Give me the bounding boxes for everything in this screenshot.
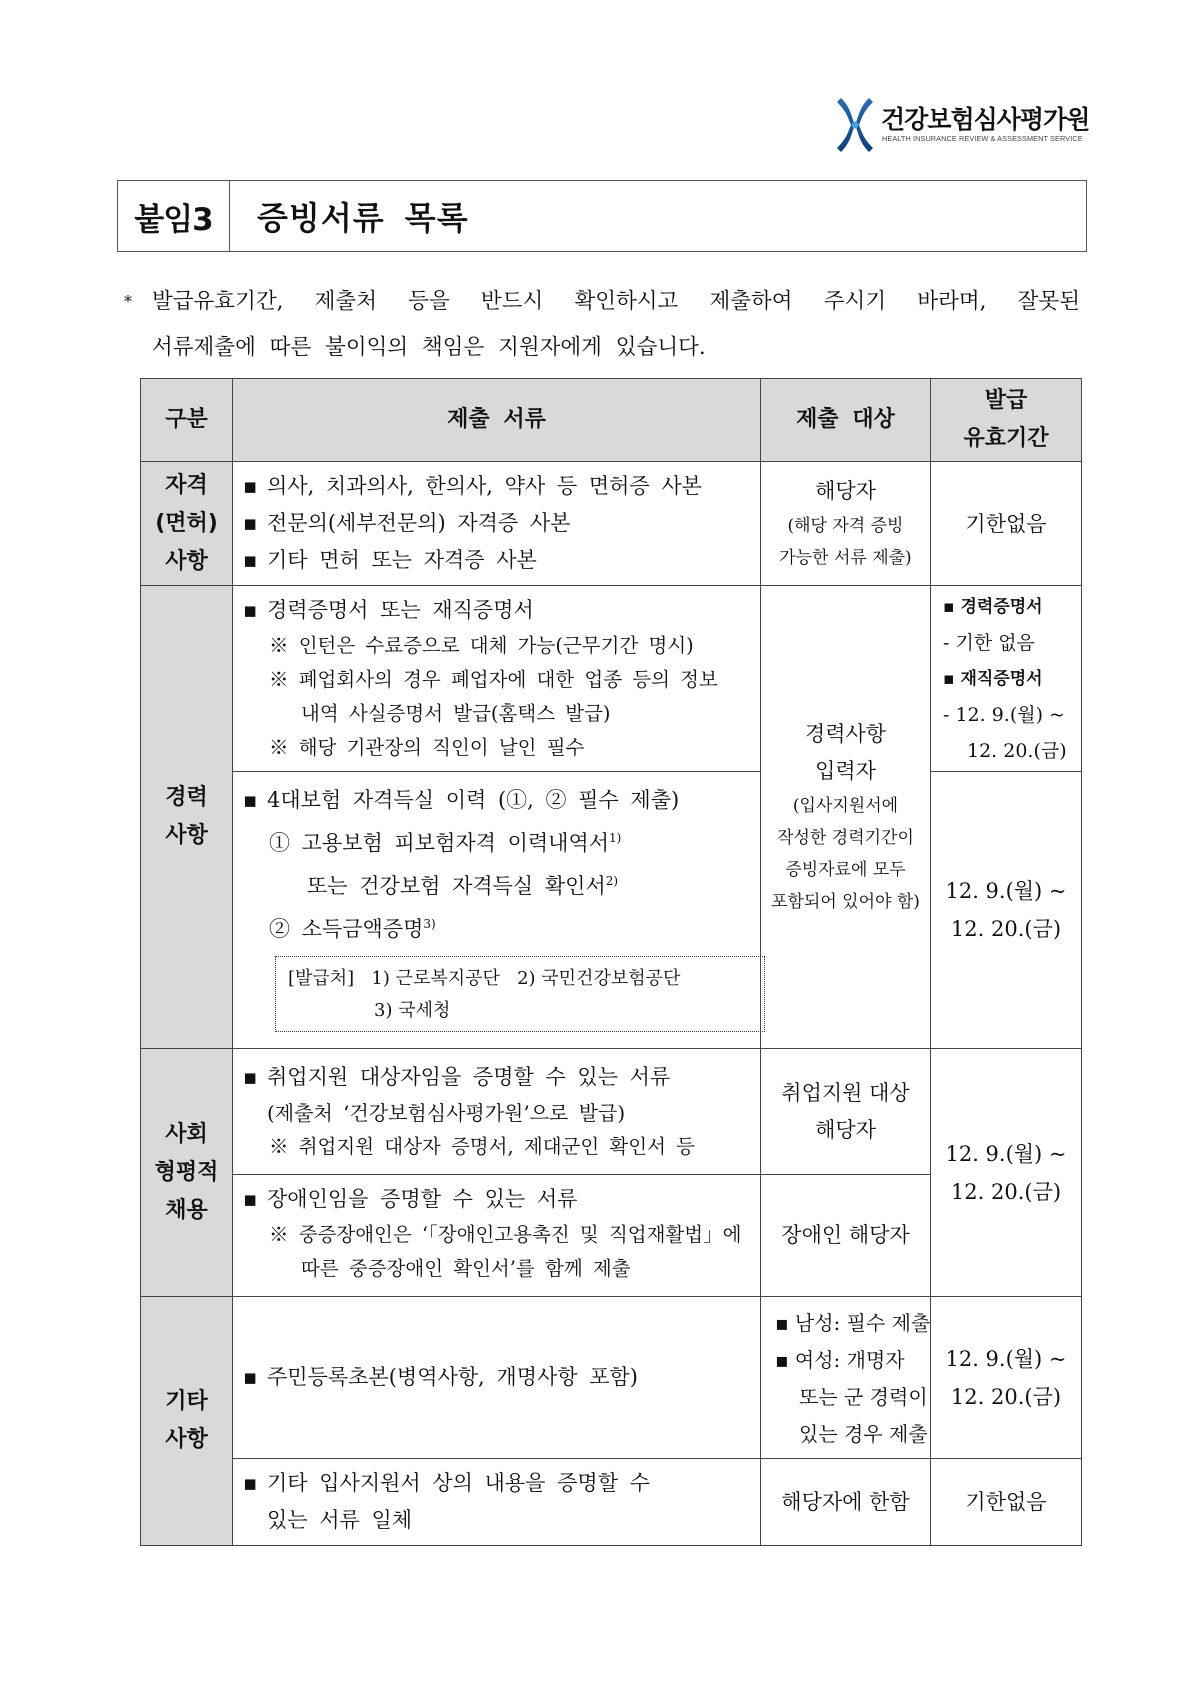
other-documents-2 <box>233 1459 761 1546</box>
list-item <box>243 1465 760 1502</box>
target-note: (입사지원서에 <box>792 796 899 816</box>
bullet-icon: ▪ <box>243 598 258 622</box>
note-line: ※ 중증장애인은 ‘「장애인고용촉진 및 직업재활법」에 <box>269 1223 742 1246</box>
target-line: 있는 경우 제출 <box>799 1422 928 1446</box>
list-item-text: 취업지원 대상자임을 증명할 수 있는 서류 <box>267 1065 671 1089</box>
documents-table <box>140 378 1082 1546</box>
hira-logo-icon <box>835 96 875 154</box>
issuer-label: [발급처] <box>288 968 355 989</box>
table-row-qualification <box>141 462 1082 586</box>
category-line: 기타 <box>165 1389 208 1414</box>
organization-name: 건강보험심사평가원 <box>881 105 1090 134</box>
note-line: ※ 인턴은 수료증으로 대체 가능(근무기간 명시) <box>269 634 694 657</box>
category-line: 경력 <box>165 785 208 810</box>
header-period-line: 유효기간 <box>963 426 1049 451</box>
target-note: 가능한 서류 제출) <box>779 548 912 568</box>
bullet-icon: ▪ <box>243 1365 258 1389</box>
career-target <box>761 586 931 1049</box>
qualification-documents <box>233 462 761 586</box>
notice-line-1 <box>152 278 1080 325</box>
category-line: 사항 <box>165 1427 208 1452</box>
target-text: 입력자 <box>815 759 876 783</box>
target-note: 포함되어 있어야 함) <box>771 892 920 912</box>
other-target-2: 해당자에 한함 <box>761 1459 931 1546</box>
sub-item-text: ② 소득금액증명 <box>269 917 424 941</box>
career-documents-1 <box>233 586 761 772</box>
list-item <box>243 505 760 542</box>
header-validity-period <box>931 379 1082 462</box>
list-item-text: 4대보험 자격득실 이력 (①, ② 필수 제출) <box>267 788 680 812</box>
category-other <box>141 1297 233 1546</box>
note-line: ※ 폐업회사의 경우 폐업자에 대한 업종 등의 정보 <box>269 668 718 691</box>
target-text: 해당자 <box>815 1117 876 1142</box>
note-line: ※ 취업지원 대상자 증명서, 제대군인 확인서 등 <box>269 1135 695 1158</box>
table-row-social-employment-support <box>141 1049 1082 1175</box>
sub-item <box>243 862 760 905</box>
list-item <box>243 1181 760 1218</box>
period-value: 12. 9.(월) ~ <box>945 879 1067 903</box>
notice-word: 반드시 <box>480 289 544 314</box>
notice-word: 발급유효기간, <box>152 289 284 314</box>
note-line: 따른 중증장애인 확인서’를 함께 제출 <box>301 1257 631 1280</box>
period-value: 12. 20.(금) <box>967 739 1067 762</box>
page-title: 증빙서류 목록 <box>257 199 469 237</box>
career-documents-2 <box>233 772 761 1049</box>
period-value: 12. 9.(월) ~ <box>945 1141 1067 1166</box>
notice-word: 바라며, <box>917 289 987 314</box>
period-value: 12. 20.(금) <box>950 1384 1062 1409</box>
note-line: 내역 사실증명서 발급(홈택스 발급) <box>301 702 611 725</box>
category-line: 사항 <box>165 548 208 574</box>
bullet-icon: ▪ <box>243 474 258 498</box>
notice-word: 주시기 <box>823 289 887 314</box>
category-line: 사회 <box>165 1121 208 1147</box>
notice-line-2: 서류제출에 따른 불이익의 책임은 지원자에게 있습니다. <box>152 335 706 360</box>
target-text: 해당자 <box>815 479 876 503</box>
bullet-icon: ▪ <box>243 548 258 572</box>
notice-word: 확인하시고 <box>574 289 679 314</box>
issuer-line: 3) 국세청 <box>374 1000 451 1021</box>
category-line: 채용 <box>165 1197 208 1223</box>
list-item <box>243 542 760 579</box>
bullet-icon: ▪ <box>243 1187 258 1211</box>
footnote-marker: 1) <box>609 831 622 845</box>
target-text: 경력사항 <box>804 722 887 746</box>
social-documents-2 <box>233 1175 761 1297</box>
list-item-text: 의사, 치과의사, 한의사, 약사 등 면허증 사본 <box>267 474 702 498</box>
notice-word: 잘못된 <box>1017 289 1080 314</box>
asterisk-marker: * <box>124 292 132 311</box>
list-item-text: 장애인임을 증명할 수 있는 서류 <box>267 1187 578 1211</box>
social-documents-1 <box>233 1049 761 1175</box>
sub-item <box>243 819 760 862</box>
target-line: 또는 군 경력이 <box>799 1385 928 1409</box>
target-text: 취업지원 대상 <box>781 1080 910 1105</box>
other-period-1 <box>931 1297 1082 1459</box>
qualification-target <box>761 462 931 586</box>
target-note: 증빙자료에 모두 <box>785 860 906 880</box>
header-target: 제출 대상 <box>761 379 931 462</box>
other-target-1 <box>761 1297 931 1459</box>
sub-item-text: 또는 건강보험 자격득실 확인서 <box>307 874 606 898</box>
other-period-2: 기한없음 <box>931 1459 1082 1546</box>
footnote-marker: 2) <box>605 874 619 888</box>
header-documents: 제출 서류 <box>233 379 761 462</box>
table-row-career-certificate <box>141 586 1082 772</box>
social-target-2: 장애인 해당자 <box>761 1175 931 1297</box>
table-row-other-misc <box>141 1459 1082 1546</box>
category-qualification <box>141 462 233 586</box>
career-period-2 <box>931 772 1082 1049</box>
organization-logo <box>835 96 1090 158</box>
note-line: (제출처 ‘건강보험심사평가원’으로 발급) <box>267 1101 626 1125</box>
bullet-icon: ▪ <box>243 1065 258 1089</box>
table-row-other-resident <box>141 1297 1082 1459</box>
bullet-icon: ▪ <box>243 1471 258 1495</box>
category-line: 사항 <box>165 823 208 848</box>
category-line: 형평적 <box>154 1159 219 1185</box>
list-item-text: 기타 면허 또는 자격증 사본 <box>267 548 537 572</box>
list-item <box>243 592 760 629</box>
social-target-1 <box>761 1049 931 1175</box>
period-value: 12. 9.(월) ~ <box>945 1346 1067 1371</box>
category-line: (면허) <box>155 510 218 536</box>
period-value: - 기한 없음 <box>943 631 1035 654</box>
sub-item-text: ① 고용보험 피보험자격 이력내역서 <box>269 831 610 855</box>
sub-item <box>243 905 760 948</box>
issuer-text: 1) 근로복지공단 2) 국민건강보험공단 <box>371 968 681 989</box>
attachment-label: 붙임3 <box>118 181 230 251</box>
issuer-line <box>288 963 764 995</box>
header-period-line: 발급 <box>984 388 1028 413</box>
period-label: ▪ 경력증명서 <box>943 596 1043 617</box>
social-period <box>931 1049 1082 1297</box>
qualification-period: 기한없음 <box>931 462 1082 586</box>
bullet-icon: ▪ <box>243 788 258 812</box>
notice-word: 제출하여 <box>709 289 793 314</box>
category-career <box>141 586 233 1049</box>
target-line: ▪ 남성: 필수 제출 <box>775 1311 931 1335</box>
target-note: 작성한 경력기간이 <box>777 828 914 848</box>
notice-word: 제출처 <box>314 289 377 314</box>
target-line: ▪ 여성: 개명자 <box>775 1348 905 1372</box>
organization-name-english: HEALTH INSURANCE REVIEW & ASSESSMENT SERVICE <box>882 134 1083 143</box>
list-item-text: 주민등록초본(병역사항, 개명사항 포함) <box>267 1365 638 1389</box>
period-value: - 12. 9.(월) ~ <box>943 703 1065 726</box>
note-line: ※ 해당 기관장의 직인이 날인 필수 <box>269 736 585 759</box>
period-value: 12. 20.(금) <box>950 1179 1062 1204</box>
other-documents-1 <box>233 1297 761 1459</box>
list-item <box>243 782 760 819</box>
category-social-equity <box>141 1049 233 1297</box>
category-line: 자격 <box>165 472 208 498</box>
table-row-career-insurance <box>141 772 1082 1049</box>
attachment-title-box <box>117 180 1087 252</box>
bullet-icon: ▪ <box>243 511 258 535</box>
list-item-text: 경력증명서 또는 재직증명서 <box>267 598 534 622</box>
list-item-text: 전문의(세부전문의) 자격증 사본 <box>267 511 571 535</box>
notice-word: 등을 <box>408 289 450 314</box>
list-item <box>243 1059 760 1096</box>
list-item <box>243 468 760 505</box>
issuer-box <box>275 956 765 1032</box>
list-item <box>243 1359 760 1396</box>
period-value: 12. 20.(금) <box>950 917 1062 941</box>
list-item-continuation: 있는 서류 일체 <box>267 1508 413 1532</box>
header-category: 구분 <box>141 379 233 462</box>
table-header-row <box>141 379 1082 462</box>
target-note: (해당 자격 증빙 <box>787 516 904 536</box>
career-period-1 <box>931 586 1082 772</box>
list-item-text: 기타 입사지원서 상의 내용을 증명할 수 <box>267 1471 650 1495</box>
period-label: ▪ 재직증명서 <box>943 668 1043 689</box>
footnote-marker: 3) <box>423 917 436 931</box>
